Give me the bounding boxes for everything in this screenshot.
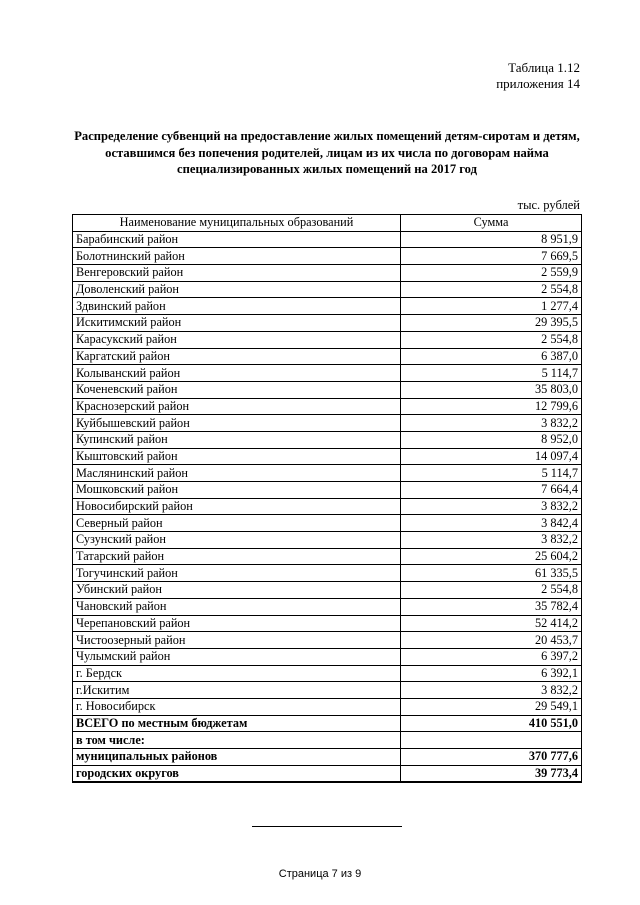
amount-value: 370 777,6	[401, 749, 582, 766]
municipality-name: Здвинский район	[73, 298, 401, 315]
municipality-name: Черепановский район	[73, 615, 401, 632]
municipality-name: Чулымский район	[73, 648, 401, 665]
amount-value: 2 554,8	[401, 331, 582, 348]
table-row	[73, 498, 582, 515]
amount-value: 6 397,2	[401, 648, 582, 665]
amount-value: 35 782,4	[401, 598, 582, 615]
municipality-name: Доволенский район	[73, 281, 401, 298]
amount-value: 29 395,5	[401, 315, 582, 332]
table-row	[73, 665, 582, 682]
table-row	[73, 632, 582, 649]
amount-value	[401, 732, 582, 749]
amount-value: 5 114,7	[401, 365, 582, 382]
municipality-name: Искитимский район	[73, 315, 401, 332]
amount-value: 6 392,1	[401, 665, 582, 682]
page-number: Страница 7 из 9	[278, 868, 362, 880]
table-row	[73, 682, 582, 699]
municipality-name: Убинский район	[73, 582, 401, 599]
municipality-name: Сузунский район	[73, 532, 401, 549]
subsidy-table	[72, 214, 582, 783]
table-row	[73, 415, 582, 432]
amount-value: 1 277,4	[401, 298, 582, 315]
table-row	[73, 482, 582, 499]
table-row	[73, 315, 582, 332]
municipality-name: Венгеровский район	[73, 265, 401, 282]
municipality-name: Чистоозерный район	[73, 632, 401, 649]
amount-value: 3 832,2	[401, 415, 582, 432]
table-row	[73, 331, 582, 348]
table-row	[73, 548, 582, 565]
amount-value: 14 097,4	[401, 448, 582, 465]
table-row	[73, 465, 582, 482]
table-row	[73, 448, 582, 465]
table-row	[73, 248, 582, 265]
table-row	[73, 582, 582, 599]
amount-value: 3 842,4	[401, 515, 582, 532]
amount-value: 7 664,4	[401, 482, 582, 499]
table-row	[73, 598, 582, 615]
table-row	[73, 381, 582, 398]
column-header-sum: Сумма	[401, 215, 582, 232]
table-header-row	[73, 215, 582, 232]
amount-value: 3 832,2	[401, 682, 582, 699]
table-row	[73, 749, 582, 766]
table-row	[73, 265, 582, 282]
table-row	[73, 365, 582, 382]
table-row	[73, 532, 582, 549]
amount-value: 8 951,9	[401, 231, 582, 248]
table-row	[73, 398, 582, 415]
amount-value: 2 554,8	[401, 281, 582, 298]
table-row	[73, 281, 582, 298]
municipality-name: муниципальных районов	[73, 749, 401, 766]
amount-value: 3 832,2	[401, 498, 582, 515]
municipality-name: Маслянинский район	[73, 465, 401, 482]
table-row	[73, 515, 582, 532]
table-reference	[496, 60, 580, 92]
column-header-name: Наименование муниципальных образований	[73, 215, 401, 232]
municipality-name: г. Новосибирск	[73, 698, 401, 715]
amount-value: 35 803,0	[401, 381, 582, 398]
amount-value: 52 414,2	[401, 615, 582, 632]
amount-value: 25 604,2	[401, 548, 582, 565]
municipality-name: в том числе:	[73, 732, 401, 749]
amount-value: 29 549,1	[401, 698, 582, 715]
footnote-separator	[252, 826, 402, 827]
municipality-name: г. Бердск	[73, 665, 401, 682]
municipality-name: Купинский район	[73, 431, 401, 448]
table-row	[73, 231, 582, 248]
amount-value: 8 952,0	[401, 431, 582, 448]
amount-value: 2 554,8	[401, 582, 582, 599]
amount-value: 3 832,2	[401, 532, 582, 549]
municipality-name: Куйбышевский район	[73, 415, 401, 432]
municipality-name: Тогучинский район	[73, 565, 401, 582]
municipality-name: ВСЕГО по местным бюджетам	[73, 715, 401, 732]
municipality-name: Татарский район	[73, 548, 401, 565]
municipality-name: Каргатский район	[73, 348, 401, 365]
document-title: Распределение субвенций на предоставление жилых помещений детям-сиротам и детям, оставшимся без попечения родителей, лицам из их числа по договорам найма специализированных жилых помещений на 2017 год	[74, 129, 580, 176]
municipality-name: Карасукский район	[73, 331, 401, 348]
amount-value: 61 335,5	[401, 565, 582, 582]
table-body	[73, 231, 582, 782]
table-row	[73, 565, 582, 582]
municipality-name: Мошковский район	[73, 482, 401, 499]
municipality-name: Болотнинский район	[73, 248, 401, 265]
municipality-name: городских округов	[73, 765, 401, 782]
amount-value: 39 773,4	[401, 765, 582, 782]
table-row	[73, 298, 582, 315]
municipality-name: Кыштовский район	[73, 448, 401, 465]
table-row	[73, 348, 582, 365]
municipality-name: Коченевский район	[73, 381, 401, 398]
municipality-name: Краснозерский район	[73, 398, 401, 415]
table-row	[73, 431, 582, 448]
amount-value: 12 799,6	[401, 398, 582, 415]
table-row	[73, 615, 582, 632]
amount-value: 20 453,7	[401, 632, 582, 649]
municipality-name: Барабинский район	[73, 231, 401, 248]
table-row	[73, 732, 582, 749]
table-row	[73, 765, 582, 782]
table-row	[73, 648, 582, 665]
municipality-name: Чановский район	[73, 598, 401, 615]
table-row	[73, 715, 582, 732]
amount-value: 410 551,0	[401, 715, 582, 732]
amount-value: 7 669,5	[401, 248, 582, 265]
amount-value: 6 387,0	[401, 348, 582, 365]
units-label: тыс. рублей	[517, 198, 580, 212]
municipality-name: г.Искитим	[73, 682, 401, 699]
amount-value: 2 559,9	[401, 265, 582, 282]
amount-value: 5 114,7	[401, 465, 582, 482]
table-row	[73, 698, 582, 715]
municipality-name: Северный район	[73, 515, 401, 532]
appendix-number: приложения 14	[496, 76, 580, 91]
municipality-name: Новосибирский район	[73, 498, 401, 515]
municipality-name: Колыванский район	[73, 365, 401, 382]
table-number: Таблица 1.12	[508, 60, 580, 75]
